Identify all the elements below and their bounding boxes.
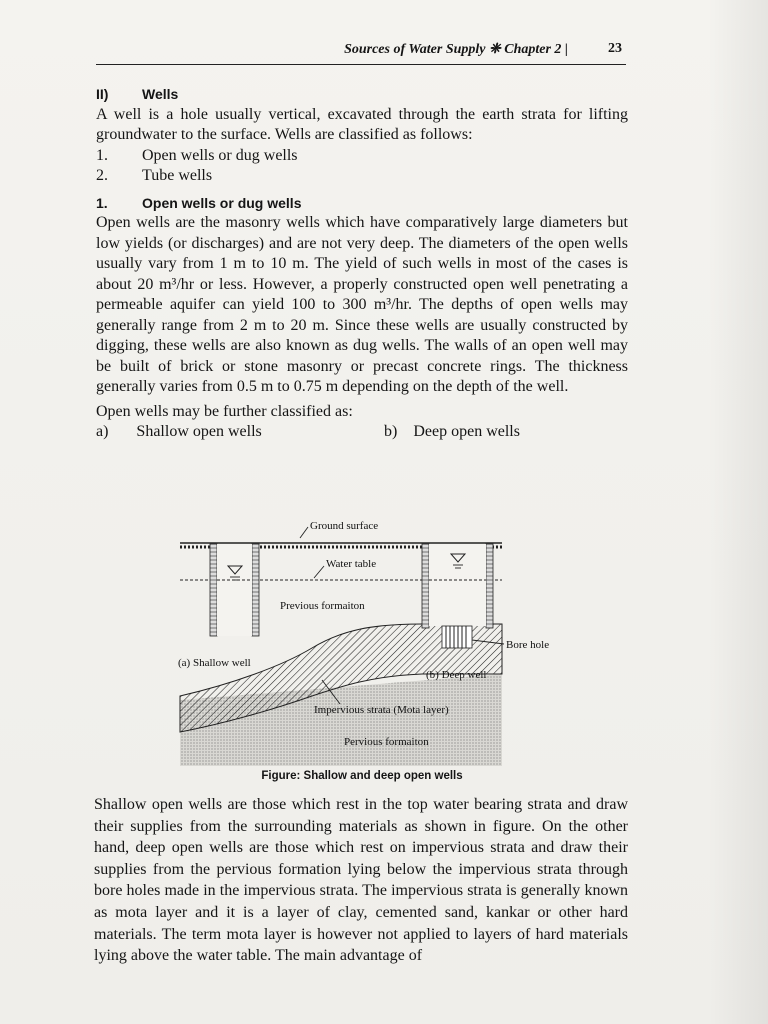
label-ground-surface: Ground surface: [310, 520, 379, 532]
label-bore-hole: Bore hole: [506, 639, 550, 651]
shallow-well-left-wall: [210, 544, 217, 636]
deep-well-right-wall: [486, 544, 493, 628]
well-figure: [172, 514, 592, 776]
label-pervious-formation: Pervious formaiton: [344, 736, 429, 748]
list-number: 2.: [96, 167, 108, 184]
list-item: [96, 146, 628, 167]
label-previous-formation: Previous formaiton: [280, 600, 365, 612]
subsection-number: 1.: [96, 194, 108, 211]
well-diagram: [172, 514, 592, 776]
section-intro: A well is a hole usually vertical, excavated through the earth strata for lifting groundwater to the surface. Wells are classified as follows:: [96, 105, 628, 143]
shallow-well-interior: [217, 544, 252, 636]
classification-intro: Open wells may be further classified as:: [96, 402, 353, 420]
deep-well-interior: [429, 544, 486, 626]
list-label: Open wells or dug wells: [142, 146, 298, 164]
list-item: [96, 166, 628, 187]
closing-paragraph: Shallow open wells are those which rest in the top water bearing strata and draw their supplies from the surrounding materials as shown in figure. On the other hand, deep open wells are those which rest on impervious strata and draw their supplies from the pervious formation lying below the impervious strata through bore holes made in the impervious strata. The impervious strata is generally known as mota layer and it is a layer of clay, cemented sand, kankar or other hard materials. The term mota layer is however not applied to layers of hard materials lying above the water table. The main advantage of: [94, 796, 628, 965]
section-number: II): [96, 86, 109, 102]
deep-well-left-wall: [422, 544, 429, 628]
label-shallow-well: (a) Shallow well: [178, 657, 251, 669]
shallow-well-right-wall: [252, 544, 259, 636]
label-impervious-strata: Impervious strata (Mota layer): [314, 704, 449, 716]
figure-caption: Figure: Shallow and deep open wells: [261, 770, 463, 782]
section-title: Wells: [142, 86, 179, 102]
section-heading: [96, 84, 628, 105]
subsection-paragraph: Open wells are the masonry wells which have comparatively large diameters but low yields (or discharges) and are not very deep. The diameters of the open wells usually vary from 1 m to 10 m. The yield of such wells in most of the cases is about 20 m³/hr or less. However, a properly constructed open well penetrating a permeable aquifer can yield 100 to 300 m³/hr. The depths of open wells may generally range from 2 m to 20 m. Since these wells are usually constructed by digging, these wells are also known as dug wells. The walls of an open well may be built of brick or stone masonry or precast concrete rings. The thickness generally varies from 0.5 m to 0.75 m depending on the depth of the well.: [96, 214, 628, 395]
classification-options: [96, 422, 628, 443]
subsection-heading: [96, 193, 628, 214]
label-water-table: Water table: [326, 558, 377, 570]
list-number: 1.: [96, 146, 108, 164]
header-title: Sources of Water Supply ❈ Chapter 2 |: [344, 42, 568, 57]
subsection-title: Open wells or dug wells: [142, 194, 302, 211]
main-text: [96, 84, 628, 443]
page-number: 23: [608, 41, 622, 56]
option-deep: b) Deep open wells: [384, 423, 520, 440]
list-label: Tube wells: [142, 167, 213, 184]
label-deep-well: (b) Deep well: [426, 669, 487, 681]
running-header: [96, 40, 626, 65]
option-shallow: a) Shallow open wells: [96, 423, 262, 440]
